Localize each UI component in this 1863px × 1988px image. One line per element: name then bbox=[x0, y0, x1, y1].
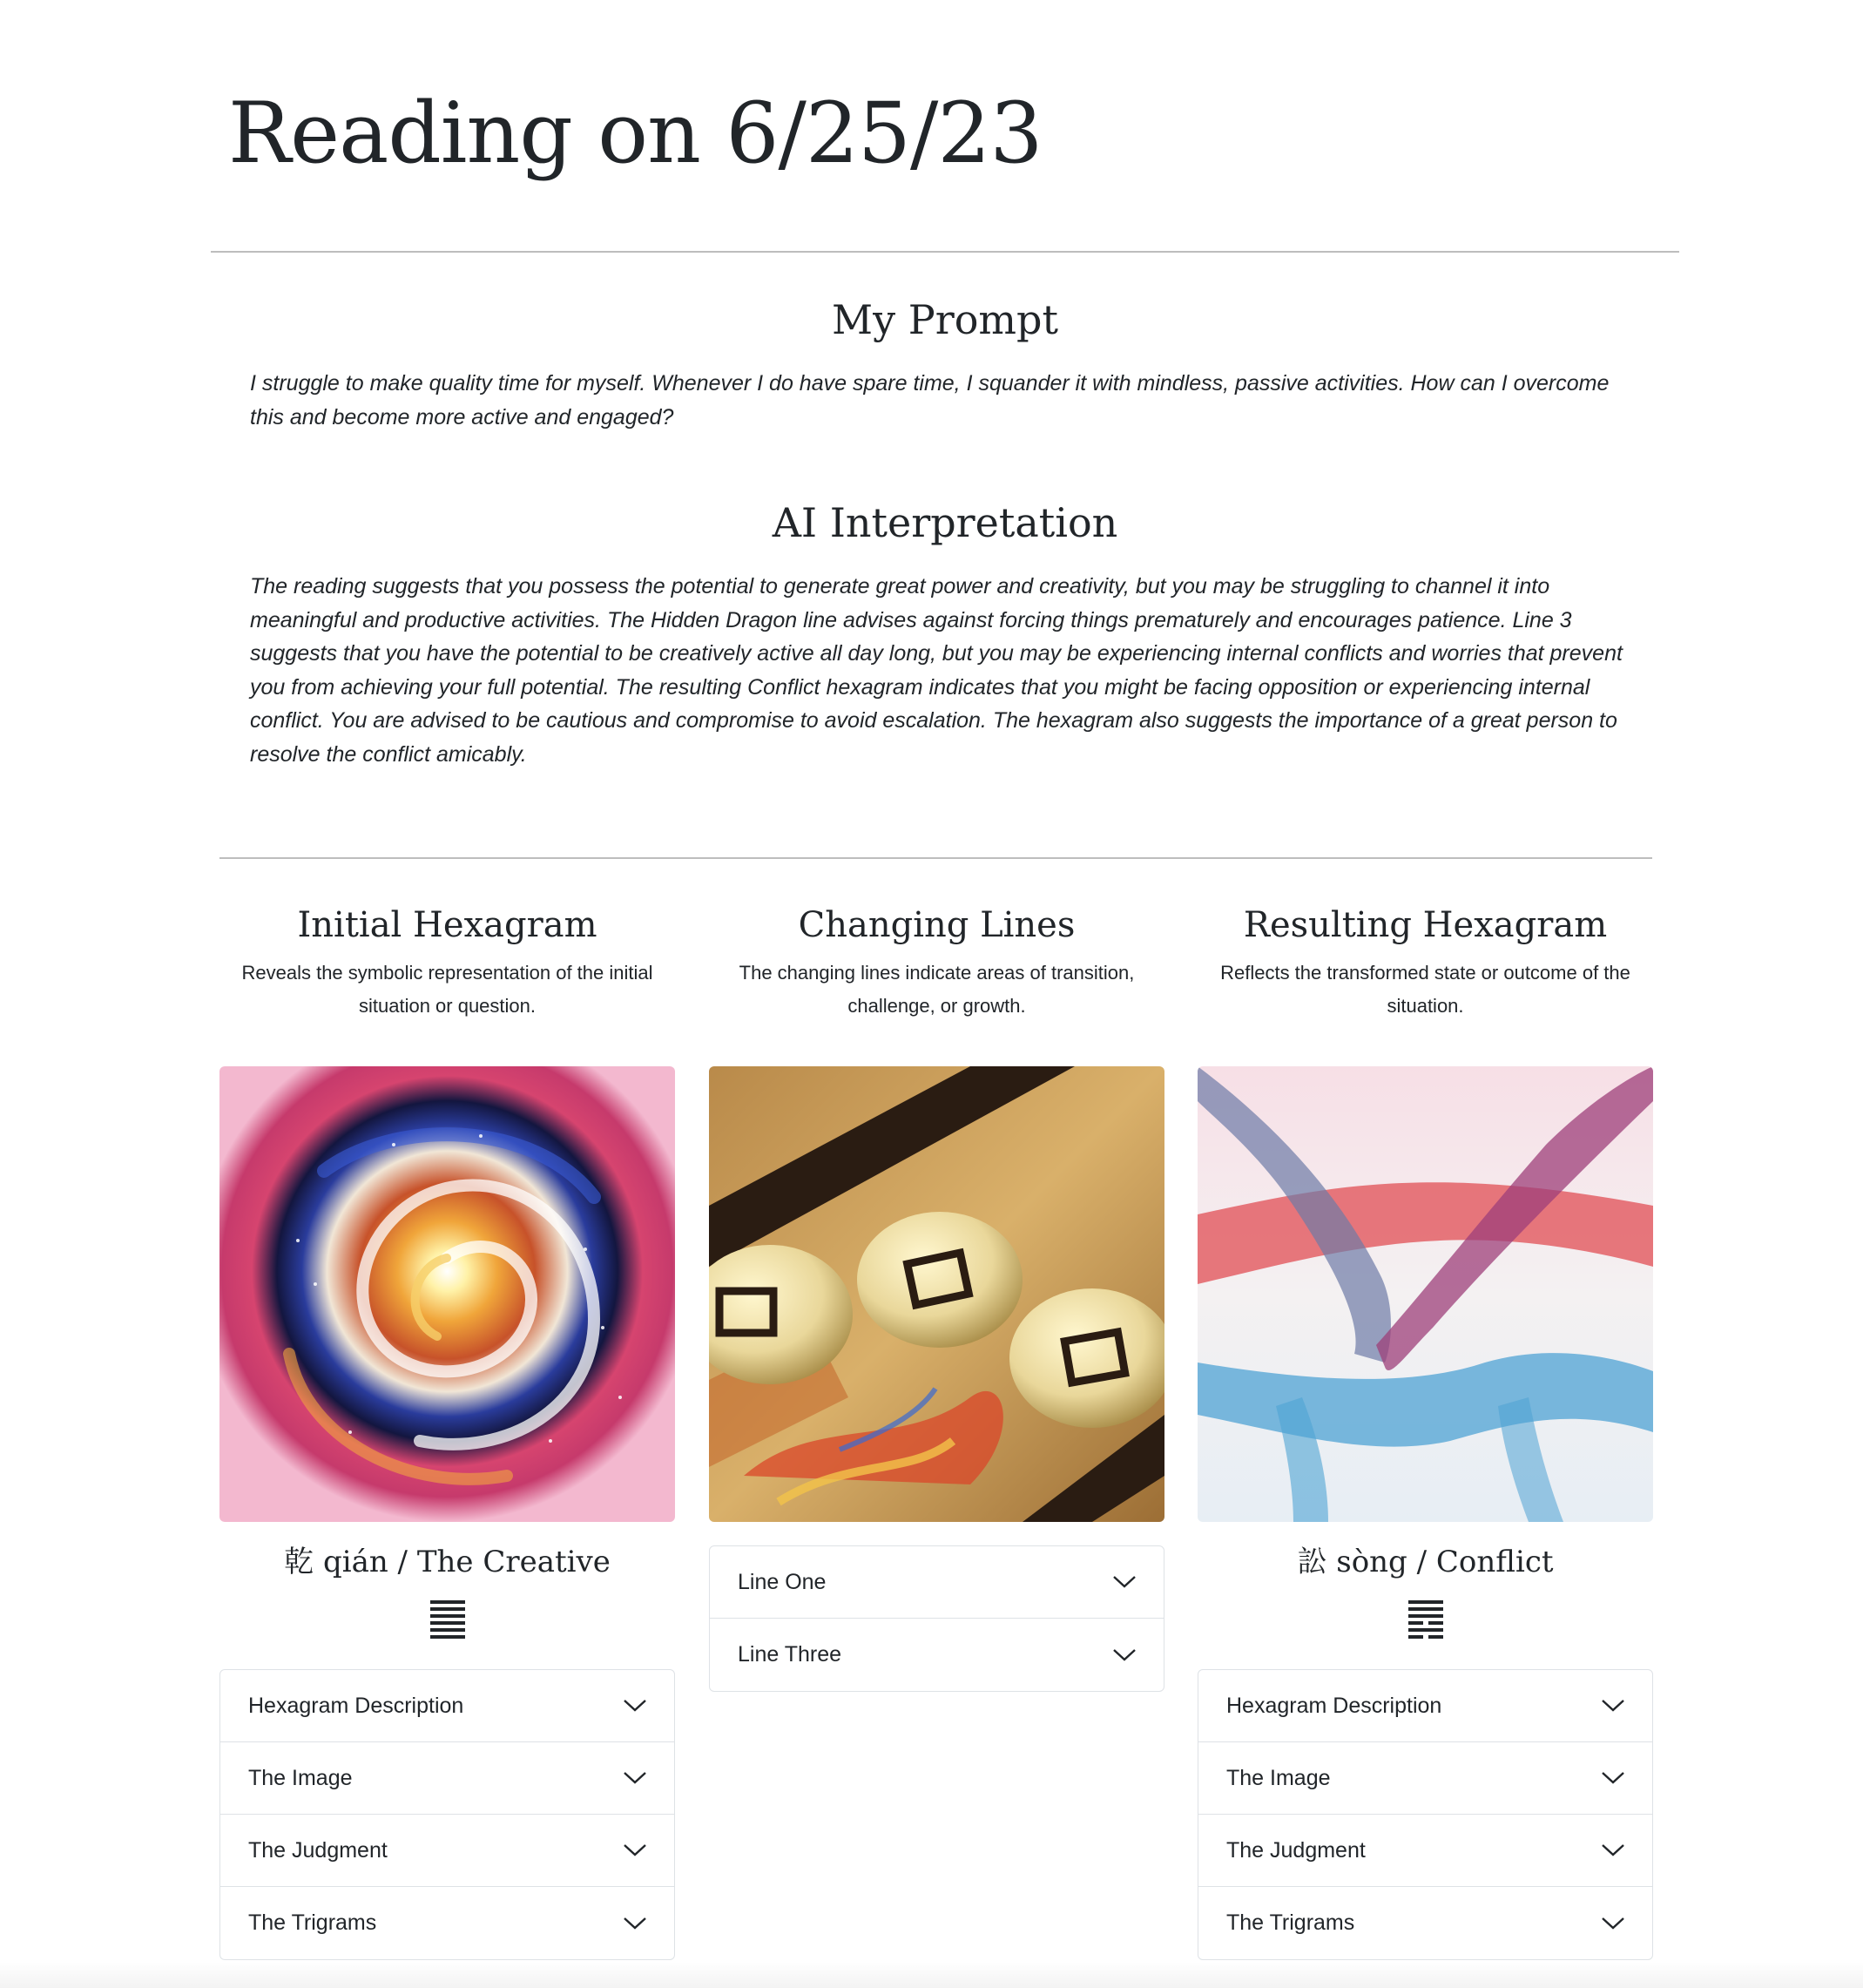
header-divider bbox=[211, 251, 1679, 253]
initial-hexagram-description: Reveals the symbolic representation of the initial situation or question. bbox=[241, 962, 653, 1017]
accordion-line-three[interactable] bbox=[710, 1619, 1164, 1691]
page-title: Reading on 6/25/23 bbox=[228, 85, 1043, 182]
section-divider bbox=[219, 857, 1652, 859]
prompt-text: I struggle to make quality time for myself. Whenever I do have spare time, I squander it with mindless, passive activities. How can I overcome this and become more active and engaged? bbox=[250, 371, 1610, 429]
accordion-label: Hexagram Description bbox=[1226, 1693, 1442, 1718]
initial-hexagram-name: 乾 qián / The Creative bbox=[284, 1545, 611, 1579]
chevron-down-icon bbox=[623, 1917, 647, 1931]
song-hexagram-icon bbox=[1198, 1600, 1653, 1640]
resulting-hexagram-accordion bbox=[1198, 1669, 1653, 1960]
changing-lines-description: The changing lines indicate areas of transition, challenge, or growth. bbox=[739, 962, 1135, 1017]
changing-lines-accordion bbox=[709, 1545, 1164, 1692]
chevron-down-icon bbox=[1601, 1843, 1625, 1857]
crossing-streams-image bbox=[1198, 1066, 1653, 1522]
initial-hexagram-title: Initial Hexagram bbox=[297, 905, 597, 945]
chevron-down-icon bbox=[623, 1771, 647, 1785]
accordion-label: The Trigrams bbox=[1226, 1910, 1355, 1935]
chevron-down-icon bbox=[623, 1843, 647, 1857]
cosmic-spiral-image bbox=[219, 1066, 675, 1522]
accordion-the-trigrams[interactable] bbox=[1198, 1887, 1652, 1959]
resulting-hexagram-title: Resulting Hexagram bbox=[1243, 905, 1608, 945]
resulting-hexagram-name: 訟 sòng / Conflict bbox=[1297, 1545, 1554, 1579]
prompt-heading: My Prompt bbox=[832, 296, 1058, 343]
accordion-line-one[interactable] bbox=[710, 1546, 1164, 1619]
accordion-the-trigrams[interactable] bbox=[220, 1887, 674, 1959]
accordion-the-judgment[interactable] bbox=[220, 1815, 674, 1887]
chevron-down-icon bbox=[623, 1699, 647, 1713]
coins-image bbox=[709, 1066, 1164, 1522]
accordion-label: Hexagram Description bbox=[248, 1693, 464, 1718]
resulting-hexagram-column bbox=[1198, 897, 1653, 1935]
interpretation-text: The reading suggests that you possess the potential to generate great power and creativity, but you may be struggling to channel it into meaningful and productive activities. The Hidden Dragon line advises against forcing things prematurely and encourages patience. Line 3 suggests that you have the potential to be creatively active all day long, but you may be experiencing internal conflicts and worries that prevent you from achieving your full potential. The resulting Conflict hexagram indicates that you might be facing opposition or experiencing internal conflict. You are advised to be cautious and compromise to avoid escalation. The hexagram also suggests the importance of a great person to resolve the conflict amicably. bbox=[250, 574, 1623, 767]
accordion-the-image[interactable] bbox=[220, 1742, 674, 1815]
initial-hexagram-column bbox=[219, 897, 675, 1935]
changing-lines-column bbox=[709, 897, 1164, 1667]
accordion-label: Line Three bbox=[738, 1642, 842, 1667]
chevron-down-icon bbox=[1601, 1771, 1625, 1785]
accordion-label: The Trigrams bbox=[248, 1910, 377, 1935]
accordion-hexagram-description[interactable] bbox=[1198, 1670, 1652, 1742]
accordion-label: Line One bbox=[738, 1569, 827, 1594]
accordion-label: The Image bbox=[248, 1765, 353, 1790]
qian-hexagram-icon bbox=[219, 1600, 675, 1640]
chevron-down-icon bbox=[1112, 1575, 1137, 1589]
accordion-label: The Judgment bbox=[1226, 1837, 1366, 1863]
accordion-label: The Image bbox=[1226, 1765, 1331, 1790]
interpretation-heading: AI Interpretation bbox=[772, 499, 1118, 546]
chevron-down-icon bbox=[1112, 1648, 1137, 1662]
accordion-hexagram-description[interactable] bbox=[220, 1670, 674, 1742]
accordion-label: The Judgment bbox=[248, 1837, 388, 1863]
chevron-down-icon bbox=[1601, 1699, 1625, 1713]
accordion-the-image[interactable] bbox=[1198, 1742, 1652, 1815]
chevron-down-icon bbox=[1601, 1917, 1625, 1931]
accordion-the-judgment[interactable] bbox=[1198, 1815, 1652, 1887]
initial-hexagram-accordion bbox=[219, 1669, 675, 1960]
changing-lines-title: Changing Lines bbox=[798, 905, 1076, 945]
resulting-hexagram-description: Reflects the transformed state or outcome of the situation. bbox=[1220, 962, 1630, 1017]
bottom-shadow bbox=[0, 1962, 1863, 1988]
